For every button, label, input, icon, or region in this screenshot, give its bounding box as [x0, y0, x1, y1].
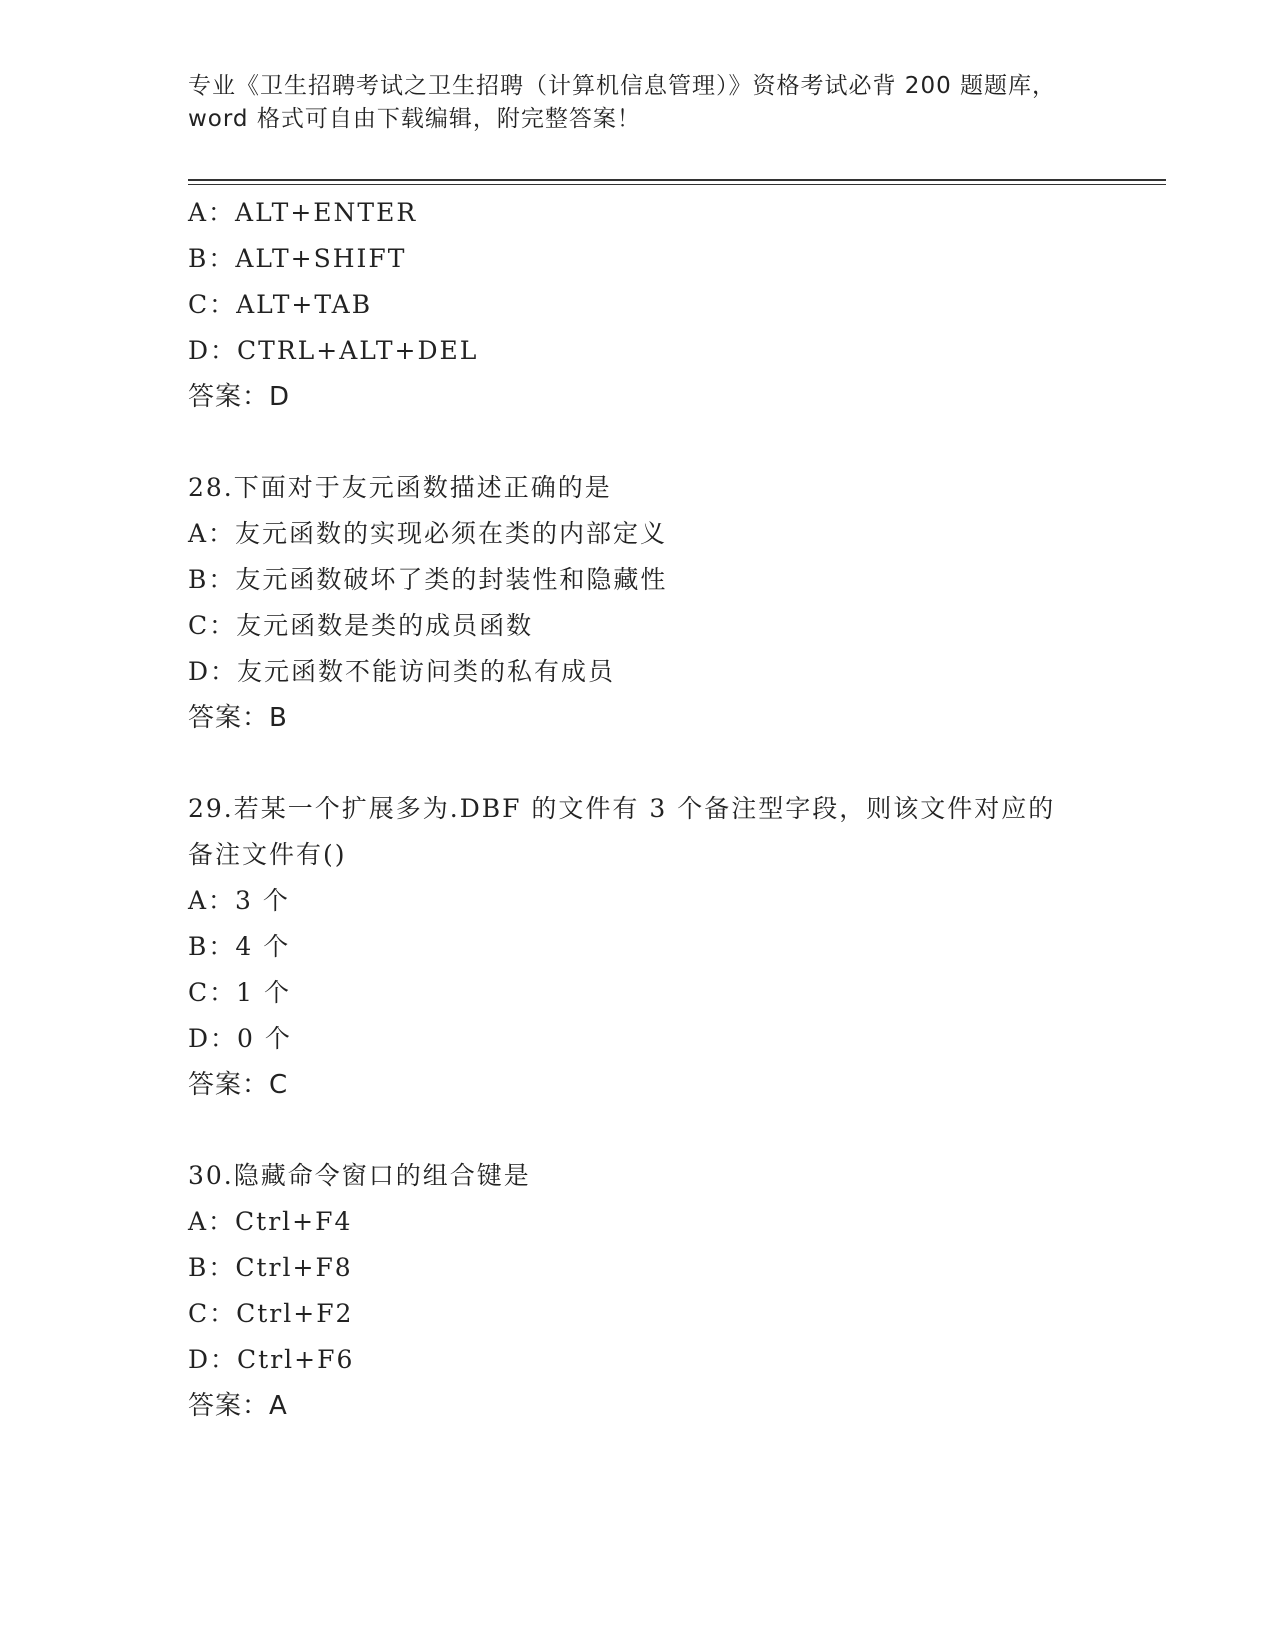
question-stem: 30.隐藏命令窗口的组合键是: [188, 1161, 531, 1190]
answer: 答案：A: [188, 1391, 288, 1421]
question-stem: 29.若某一个扩展多为.DBF 的文件有 3 个备注型字段，则该文件对应的备注文件有(): [188, 794, 1056, 869]
option-a: A：ALT+ENTER: [188, 198, 418, 227]
option-c: C：Ctrl+F2: [188, 1299, 354, 1328]
question-block: [188, 190, 1148, 420]
answer: 答案：D: [188, 382, 291, 412]
option-a: A：友元函数的实现必须在类的内部定义: [188, 519, 668, 548]
question-block: [188, 465, 1148, 741]
header-line-1: 专业《卫生招聘考试之卫生招聘（计算机信息管理）》资格考试必背 200 题题库，: [188, 73, 1057, 99]
spacer: [188, 1108, 1148, 1153]
spacer: [188, 741, 1148, 786]
question-block: [188, 1153, 1148, 1429]
option-a: A：3 个: [188, 886, 290, 915]
option-b: B：4 个: [188, 932, 291, 961]
option-b: B：ALT+SHIFT: [188, 244, 407, 273]
option-d: D：友元函数不能访问类的私有成员: [188, 657, 616, 686]
option-a: A：Ctrl+F4: [188, 1207, 353, 1236]
question-block: [188, 786, 1148, 1108]
document-header: [188, 70, 1088, 136]
answer: 答案：C: [188, 1070, 289, 1100]
header-rule-thin: [188, 184, 1166, 185]
option-d: D：0 个: [188, 1024, 292, 1053]
option-b: B：友元函数破坏了类的封装性和隐藏性: [188, 565, 668, 594]
header-rule-thick: [188, 179, 1166, 181]
option-b: B：Ctrl+F8: [188, 1253, 353, 1282]
option-c: C：1 个: [188, 978, 291, 1007]
header-line-2: word 格式可自由下载编辑，附完整答案！: [188, 106, 641, 132]
question-stem: 28.下面对于友元函数描述正确的是: [188, 473, 612, 502]
spacer: [188, 420, 1148, 465]
option-d: D：CTRL+ALT+DEL: [188, 336, 479, 365]
question-list: [188, 190, 1148, 1429]
option-c: C：友元函数是类的成员函数: [188, 611, 534, 640]
answer: 答案：B: [188, 703, 288, 733]
option-c: C：ALT+TAB: [188, 290, 373, 319]
option-d: D：Ctrl+F6: [188, 1345, 355, 1374]
